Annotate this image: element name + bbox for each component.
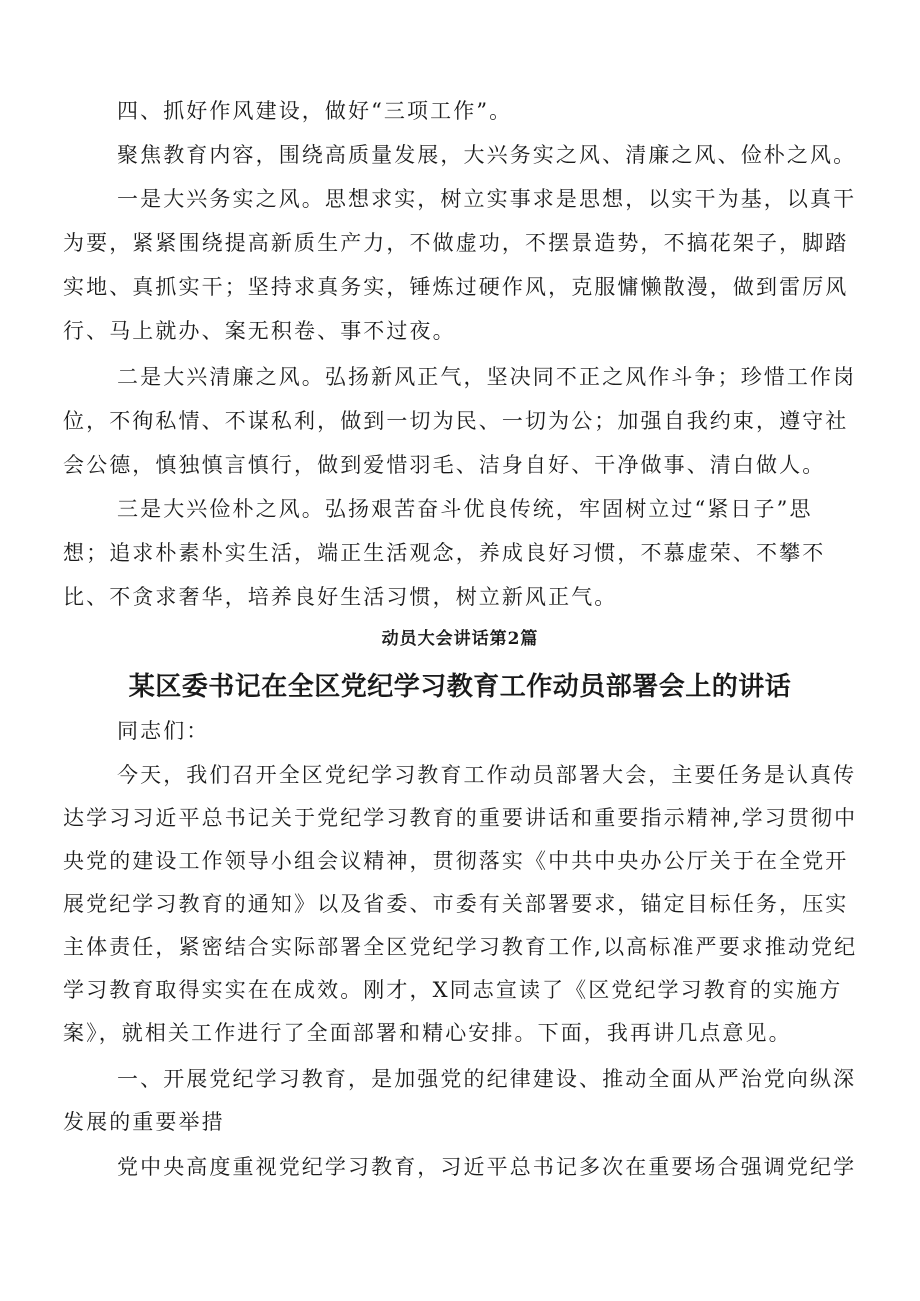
- section-heading-1: 一、开展党纪学习教育，是加强党的纪律建设、推动全面从严治党向纵深: [117, 1067, 857, 1091]
- paragraph-line: 三是大兴俭朴之风。弘扬艰苦奋斗优良传统，牢固树立过“紧日子”思: [117, 497, 813, 521]
- paragraph-intro: 聚焦教育内容，围绕高质量发展，大兴务实之风、清廉之风、俭朴之风。: [117, 143, 857, 167]
- paragraph-line: 主体责任，紧密结合实际部署全区党纪学习教育工作,以高标准严要求推动党纪: [63, 935, 858, 959]
- paragraph-line: 想；追求朴素朴实生活，端正生活观念，养成良好习惯，不慕虚荣、不攀不: [63, 541, 826, 565]
- section-heading-4: 四、抓好作风建设，做好“三项工作”。: [117, 99, 513, 123]
- paragraph-line: 案》，就相关工作进行了全面部署和精心安排。下面，我再讲几点意见。: [63, 1021, 792, 1045]
- paragraph-line: 二是大兴清廉之风。弘扬新风正气，坚决同不正之风作斗争；珍惜工作岗: [117, 365, 857, 389]
- paragraph-line: 为要，紧紧围绕提高新质生产力，不做虚功，不摆景造势，不搞花架子，脚踏: [63, 231, 849, 255]
- paragraph-line: 行、马上就办、案无积卷、事不过夜。: [63, 319, 456, 343]
- paragraph-line: 比、不贪求奢华，培养良好生活习惯，树立新风正气。: [63, 585, 618, 609]
- paragraph-line: 实地、真抓实干；坚持求真务实，锤炼过硬作风，克服慵懒散漫，做到雷厉风: [63, 275, 849, 299]
- paragraph-line: 会公德，慎独慎言慎行，做到爱惜羽毛、洁身自好、干净做事、清白做人。: [63, 453, 826, 477]
- article-subtitle: 动员大会讲话第2篇: [381, 629, 539, 649]
- paragraph-line: 党中央高度重视党纪学习教育，习近平总书记多次在重要场合强调党纪学: [117, 1155, 857, 1179]
- paragraph-line: 央党的建设工作领导小组会议精神，贯彻落实《中共中央办公厅关于在全党开: [63, 849, 849, 873]
- article-title: 某区委书记在全区党纪学习教育工作动员部署会上的讲话: [128, 672, 792, 702]
- greeting: 同志们：: [117, 719, 210, 743]
- paragraph-line: 一是大兴务实之风。思想求实，树立实事求是思想，以实干为基，以真干: [117, 187, 857, 211]
- paragraph-line: 达学习习近平总书记关于党纪学习教育的重要讲话和重要指示精神,学习贯彻中: [63, 806, 858, 830]
- section-heading-1-cont: 发展的重要举措: [63, 1110, 225, 1134]
- paragraph-line: 展党纪学习教育的通知》以及省委、市委有关部署要求，锚定目标任务，压实: [63, 892, 849, 916]
- paragraph-line: 位，不徇私情、不谋私利，做到一切为民、一切为公；加强自我约束，遵守社: [63, 409, 849, 433]
- paragraph-line: 学习教育取得实实在在成效。刚才，X同志宣读了《区党纪学习教育的实施方: [63, 978, 843, 1002]
- paragraph-line: 今天，我们召开全区党纪学习教育工作动员部署大会，主要任务是认真传: [117, 763, 857, 787]
